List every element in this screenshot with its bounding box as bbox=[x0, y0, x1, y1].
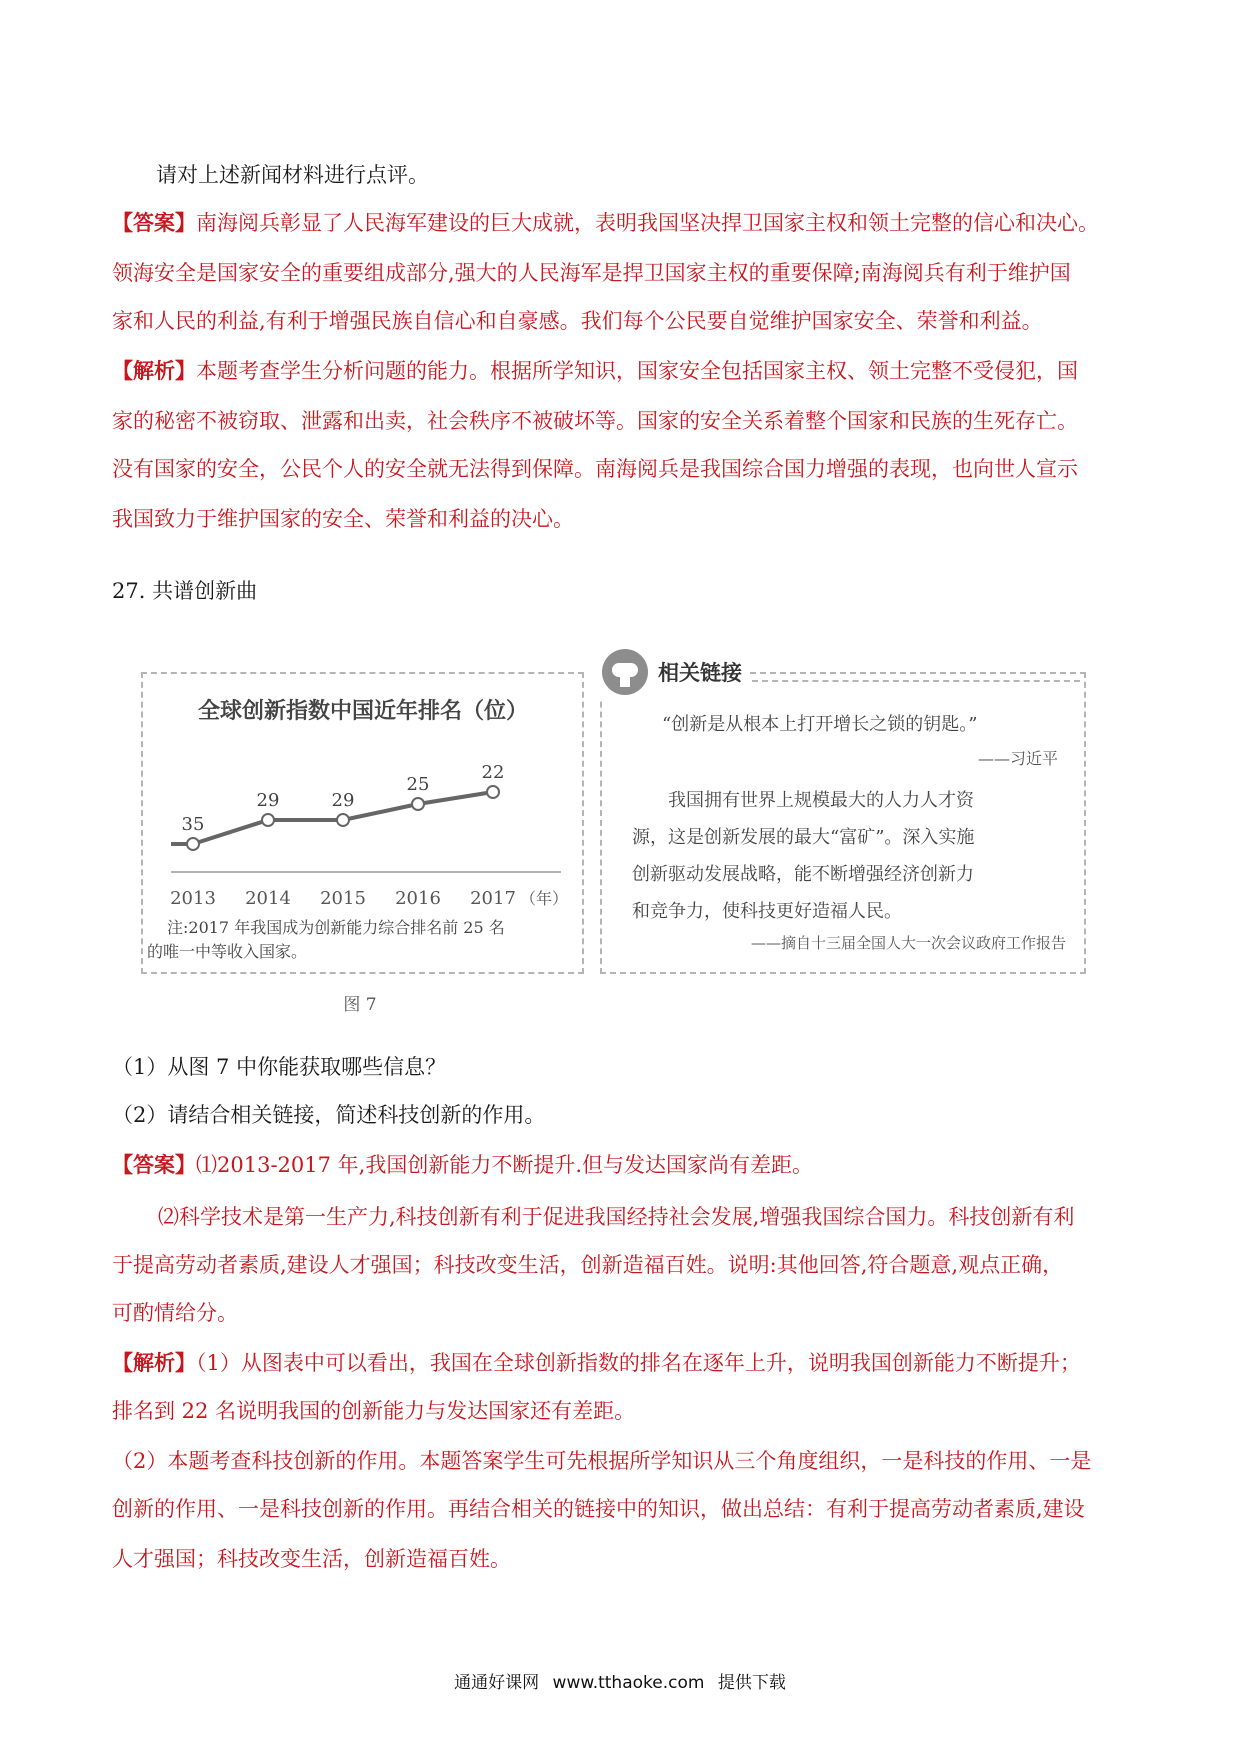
x-tick-label: 2015 bbox=[320, 888, 366, 909]
footer-site-name: 通通好课网 bbox=[454, 1673, 540, 1693]
q27-sub1: （1）从图 7 中你能获取哪些信息？ bbox=[112, 1055, 447, 1079]
data-label: 25 bbox=[406, 774, 430, 795]
heading-underline bbox=[752, 680, 1080, 682]
chart-panel bbox=[141, 672, 584, 974]
analysis-tag: 【解析】 bbox=[112, 1350, 196, 1375]
page-footer bbox=[0, 1668, 1240, 1693]
q26-answer-line-2: 领海安全是国家安全的重要组成部分,强大的人民海军是捍卫国家主权的重要保障;南海阅兵有利于维护国 bbox=[112, 261, 1071, 285]
link-body-line-1: 我国拥有世界上规模最大的人力人才资 bbox=[668, 790, 974, 811]
footer-suffix: 提供下载 bbox=[717, 1673, 786, 1693]
analysis-tag: 【解析】 bbox=[112, 358, 196, 383]
q27-analysis-line-5: 人才强国；科技改变生活，创新造福百姓。 bbox=[112, 1547, 511, 1571]
link-quote-author: ——习近平 bbox=[977, 749, 1058, 768]
figure-caption: 图 7 bbox=[343, 995, 377, 1015]
hand-shake-icon bbox=[602, 649, 648, 695]
q27-analysis-line-4: 创新的作用、一是科技创新的作用。再结合相关的链接中的知识，做出总结：有利于提高劳动者素质,建设 bbox=[112, 1497, 1085, 1521]
q27-answer-line-3: 于提高劳动者素质,建设人才强国；科技改变生活，创新造福百姓。说明:其他回答,符合题意,观点正确， bbox=[112, 1253, 1064, 1277]
q26-answer-line-1 bbox=[112, 208, 1099, 238]
q27-title: 27. 共谱创新曲 bbox=[112, 579, 258, 603]
x-tick-label: 2017 bbox=[470, 888, 516, 909]
chart-note-line-2: 的唯一中等收入国家。 bbox=[147, 942, 308, 961]
analysis-text: 本题考查学生分析问题的能力。根据所学知识，国家安全包括国家主权、领土完整不受侵犯，国 bbox=[196, 359, 1078, 383]
link-body bbox=[632, 782, 974, 930]
data-label: 29 bbox=[256, 790, 280, 811]
data-point bbox=[412, 798, 424, 810]
q26-analysis-line-3: 没有国家的安全，公民个人的安全就无法得到保障。南海阅兵是我国综合国力增强的表现，也向世人宣示 bbox=[112, 457, 1078, 481]
link-heading-badge bbox=[600, 645, 750, 701]
answer-tag: 【答案】 bbox=[112, 210, 196, 235]
q27-analysis-line-2: 排名到 22 名说明我国的创新能力与发达国家还有差距。 bbox=[112, 1399, 636, 1423]
related-link-panel bbox=[600, 672, 1086, 974]
q27-analysis-line-3: （2）本题考查科技创新的作用。本题答案学生可先根据所学知识从三个角度组织，一是科技的作用、一是 bbox=[112, 1449, 1092, 1473]
q27-sub2: （2）请结合相关链接，简述科技创新的作用。 bbox=[112, 1103, 546, 1127]
link-body-line-3: 创新驱动发展战略，能不断增强经济创新力 bbox=[632, 864, 974, 885]
link-heading: 相关链接 bbox=[658, 661, 742, 685]
analysis-text: （1）从图表中可以看出，我国在全球创新指数的排名在逐年上升，说明我国创新能力不断提升； bbox=[196, 1351, 1081, 1375]
link-source: ——摘自十三届全国人大一次会议政府工作报告 bbox=[750, 934, 1066, 952]
q27-answer-line-1 bbox=[112, 1150, 813, 1180]
x-tick-label: 2014 bbox=[245, 888, 291, 909]
answer-text: ⑴2013-2017 年,我国创新能力不断提升.但与发达国家尚有差距。 bbox=[196, 1153, 814, 1177]
q27-analysis-line-1 bbox=[112, 1348, 1081, 1378]
data-label: 35 bbox=[181, 814, 205, 835]
chart-title: 全球创新指数中国近年排名（位） bbox=[197, 698, 529, 724]
data-label: 22 bbox=[481, 762, 505, 783]
q26-prompt: 请对上述新闻材料进行点评。 bbox=[156, 163, 429, 187]
data-label: 29 bbox=[331, 790, 355, 811]
answer-text: 南海阅兵彰显了人民海军建设的巨大成就，表明我国坚决捍卫国家主权和领土完整的信心和决心。 bbox=[196, 211, 1099, 235]
chart-note-line-1: 注:2017 年我国成为创新能力综合排名前 25 名 bbox=[167, 918, 505, 937]
q27-answer-line-4: 可酌情给分。 bbox=[112, 1301, 238, 1325]
x-tick-label: 2016 bbox=[395, 888, 441, 909]
link-body-line-4: 和竞争力，使科技更好造福人民。 bbox=[632, 901, 902, 922]
q26-answer-line-3: 家和人民的利益,有利于增强民族自信心和自豪感。我们每个公民要自觉维护国家安全、荣誉和利益。 bbox=[112, 309, 1043, 333]
x-tick-label: 2013 bbox=[170, 888, 216, 909]
data-point bbox=[262, 814, 274, 826]
link-body-line-2: 源，这是创新发展的最大“富矿”。深入实施 bbox=[632, 827, 975, 848]
q26-analysis-line-2: 家的秘密不被窃取、泄露和出卖，社会秩序不被破坏等。国家的安全关系着整个国家和民族的生死存亡。 bbox=[112, 409, 1078, 433]
q26-analysis-line-1 bbox=[112, 356, 1078, 386]
data-point bbox=[487, 786, 499, 798]
data-point bbox=[187, 838, 199, 850]
q26-analysis-line-4: 我国致力于维护国家的安全、荣誉和利益的决心。 bbox=[112, 507, 574, 531]
data-point bbox=[337, 814, 349, 826]
x-axis-unit: （年） bbox=[519, 889, 568, 908]
footer-url[interactable]: www.tthaoke.com bbox=[552, 1673, 705, 1693]
link-quote: “创新是从根本上打开增长之锁的钥匙。” bbox=[662, 714, 978, 735]
answer-tag: 【答案】 bbox=[112, 1152, 196, 1177]
q27-answer-line-2: ⑵科学技术是第一生产力,科技创新有利于促进我国经持社会发展,增强我国综合国力。科技创新有利 bbox=[158, 1205, 1075, 1229]
chart-note bbox=[147, 916, 505, 964]
